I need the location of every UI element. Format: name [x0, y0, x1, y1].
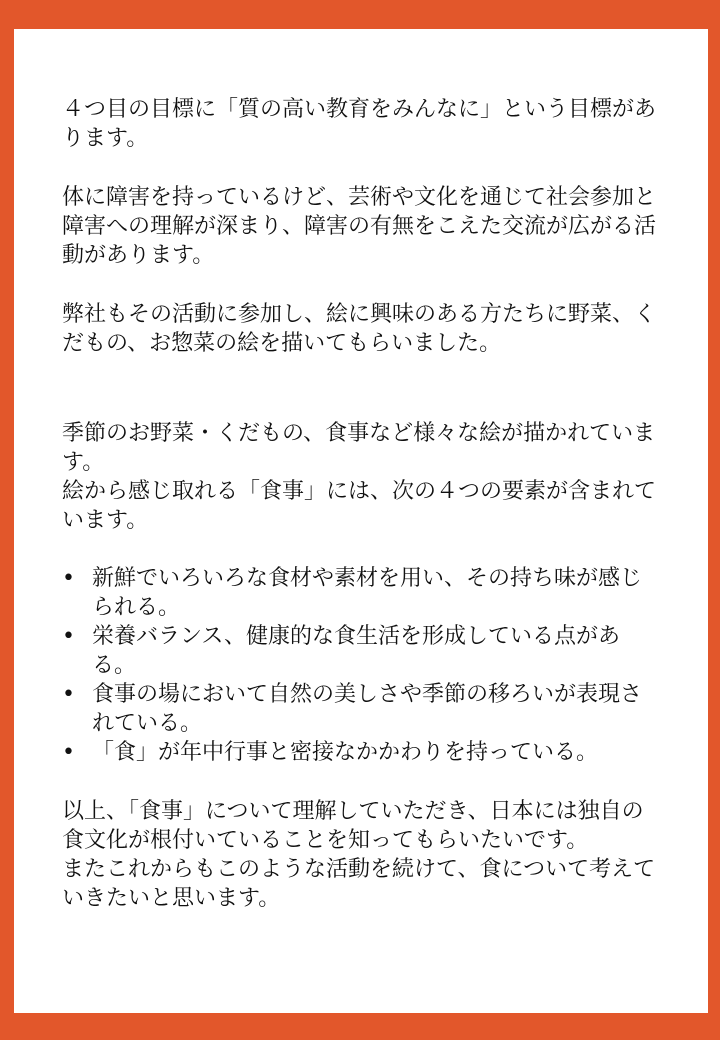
- content-panel: [14, 29, 708, 1013]
- list-item-text: 「食」が年中行事と密接なかかわりを持っている。: [92, 740, 599, 765]
- paragraph-conclusion: 以上、「食事」について理解していただき、日本には独自の食文化が根付いていることを知ってもらいたいです。: [62, 799, 644, 853]
- paragraph-activity: 体に障害を持っているけど、芸術や文化を通じて社会参加と障害への理解が深まり、障害の有無をこえた交流が広がる活動があります。: [62, 185, 657, 268]
- bullet-icon: •: [62, 624, 75, 649]
- paragraph-participation: 弊社もその活動に参加し、絵に興味のある方たちに野菜、くだもの、お惣菜の絵を描いてもらいました。: [62, 302, 657, 356]
- paragraph-goal: ４つ目の目標に「質の高い教育をみんなに」という目標があります。: [62, 97, 657, 151]
- bullet-icon: •: [62, 740, 75, 765]
- list-item: [62, 680, 662, 738]
- bullet-icon: •: [62, 566, 75, 591]
- list-item-text: 栄養バランス、健康的な食生活を形成している点がある。: [92, 624, 621, 678]
- elements-list: [62, 564, 662, 767]
- list-item: [62, 622, 662, 680]
- paragraph-elements: 絵から感じ取れる「食事」には、次の４つの要素が含まれています。: [62, 479, 657, 533]
- list-item: [62, 564, 662, 622]
- bullet-icon: •: [62, 682, 75, 707]
- paragraph-seasonal: 季節のお野菜・くだもの、食事など様々な絵が描かれています。: [62, 421, 656, 475]
- paragraph-closing: またこれからもこのような活動を続けて、食について考えていきたいと思います。: [62, 857, 656, 911]
- list-item: [62, 738, 662, 767]
- list-item-text: 食事の場において自然の美しさや季節の移ろいが表現されている。: [92, 682, 643, 736]
- list-item-text: 新鮮でいろいろな食材や素材を用い、その持ち味が感じられる。: [92, 566, 643, 620]
- document-body: [62, 95, 662, 913]
